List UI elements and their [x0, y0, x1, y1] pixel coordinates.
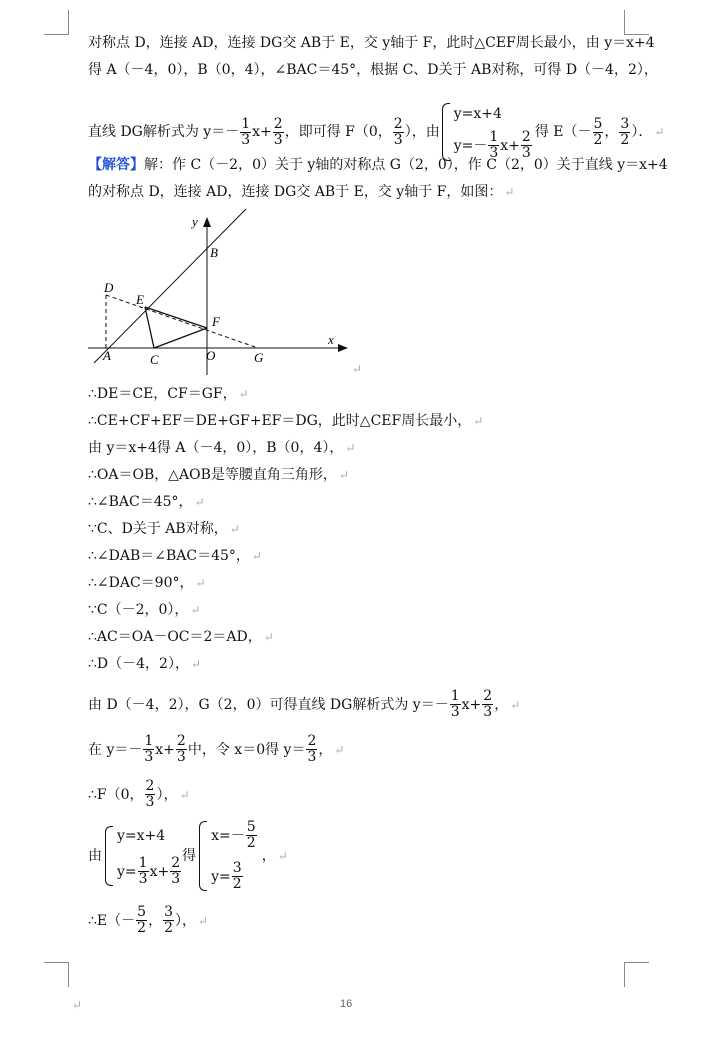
fraction: $\frac{3}{2}$ — [620, 115, 630, 148]
fraction: $\frac{1}{3}$ — [450, 688, 460, 720]
dg-line: 由 D（－4，2），G（2，0）可得直线 DG解析式为 y＝－ $\frac{1}{3}$ x+ $\frac{2}{3}$ ， ↵ — [88, 688, 521, 720]
label-o: O — [206, 348, 216, 363]
label-y: y — [192, 214, 198, 229]
fraction: $\frac{2}{3}$ — [176, 733, 186, 765]
brace — [199, 821, 207, 891]
equation-system: y=x+4 y=－ $\frac{1}{3}$ x+ $\frac{2}{3}$ — [442, 103, 533, 161]
label-f: F — [212, 314, 220, 329]
solution-step: ∵C（－2，0）， ↵ — [88, 602, 201, 618]
fraction: $\frac{2}{3}$ — [273, 115, 283, 148]
fraction: $\frac{5}{2}$ — [593, 115, 603, 148]
page-number: 16 — [340, 998, 353, 1010]
solution-step: ∴DE＝CE，CF＝GF， ↵ — [88, 386, 249, 402]
solution-step: ∴∠DAC＝90°， ↵ — [88, 575, 206, 591]
crop-mark-top-right — [624, 10, 649, 35]
crop-mark-top-left — [44, 10, 69, 35]
label-x: x — [328, 332, 334, 347]
solution-step: ∴∠DAB＝∠BAC＝45°， ↵ — [88, 548, 262, 564]
segment-cf — [154, 328, 207, 348]
fraction: $\frac{1}{3}$ — [241, 115, 251, 148]
fraction: $\frac{2}{3}$ — [393, 115, 403, 148]
bottom-paragraph-mark: ↵ — [72, 998, 83, 1012]
let-line: 在 y＝－ $\frac{1}{3}$ x+ $\frac{2}{3}$ 中，令 x＝0得 y＝ $\frac{2}{3}$ ， ↵ — [88, 733, 345, 765]
geometry-figure — [86, 205, 366, 377]
brace — [442, 103, 450, 161]
label-d: D — [104, 280, 114, 295]
fraction: $\frac{2}{3}$ — [307, 733, 317, 765]
solution-step: 由 y＝x+4得 A（－4，0），B（0，4）， ↵ — [88, 440, 356, 456]
label-b: B — [210, 245, 218, 260]
analysis-line-3: 直线 DG解析式为 y＝－ $\frac{1}{3}$ x+ $\frac{2}{3}$ ，即可得 F（0， $\frac{2}{3}$ ），由 y=x+4 y=－ $\frac{1}{3}$ x+ $\frac{2}{3}$ 得 E（－ $\frac{5}{2}$ ， $\frac{3}{2}$ ）． ↵ — [88, 103, 664, 161]
e-line: ∴E（－ $\frac{5}{2}$ ， $\frac{3}{2}$ ）， ↵ — [88, 904, 209, 936]
solution-line-1: 【解答】解：作 C（－2，0）关于 y轴的对称点 G（2，0），作 C（2，0）关于直线 y＝x+4 — [88, 157, 668, 173]
solution-step: ∴∠BAC＝45°， ↵ — [88, 494, 205, 510]
brace — [105, 826, 113, 886]
fraction: $\frac{2}{3}$ — [483, 688, 493, 720]
label-g: G — [254, 350, 264, 365]
y-axis-arrow — [203, 217, 211, 227]
f-line: ∴F（0， $\frac{2}{3}$ ）， ↵ — [88, 778, 190, 810]
analysis-line-2: 得 A（－4，0），B（0，4），∠BAC＝45°，根据 C、D关于 AB对称，可得 D（－4，2）， — [88, 62, 658, 78]
fraction: $\frac{2}{3}$ — [145, 778, 155, 810]
solution-tag: 【解答】 — [88, 157, 144, 173]
fraction: $\frac{3}{2}$ — [164, 904, 173, 936]
solution-step: ∴CE+CF+EF＝DE+GF+EF＝DG，此时△CEF周长最小， ↵ — [88, 413, 484, 429]
segment-ef — [145, 307, 207, 328]
label-c: C — [150, 352, 159, 367]
system-line: 由 y=x+4 y= $\frac{1}{3}$ x+ $\frac{2}{3}$ 得 x=－ $\frac{5}{2}$ y= $\frac{3}{2}$ ， ↵ — [88, 819, 288, 892]
fraction: $\frac{5}{2}$ — [137, 904, 147, 936]
crop-mark-bottom-left — [44, 962, 69, 987]
label-a: A — [103, 348, 111, 363]
crop-mark-bottom-right — [624, 962, 649, 987]
solution-step: ∴OA＝OB，△AOB是等腰直角三角形， ↵ — [88, 467, 349, 483]
solution-step: ∴D（－4，2）， ↵ — [88, 656, 202, 672]
label-e: E — [136, 292, 144, 307]
solution-line-2: 的对称点 D，连接 AD，连接 DG交 AB于 E，交 y轴于 F，如图： ↵ — [88, 184, 515, 200]
solution-step: ∵C、D关于 AB对称， ↵ — [88, 521, 240, 537]
fraction: $\frac{1}{3}$ — [144, 733, 154, 765]
x-axis-arrow — [338, 344, 348, 352]
segment-dg — [106, 295, 258, 348]
analysis-line-1: 对称点 D，连接 AD，连接 DG交 AB于 E，交 y轴于 F，此时△CEF周长最小，由 y＝x+4 — [88, 35, 655, 51]
solution-step: ∴AC＝OA－OC＝2＝AD， ↵ — [88, 629, 274, 645]
line-ab — [94, 209, 246, 363]
equation-system-left: y=x+4 y= $\frac{1}{3}$ x+ $\frac{2}{3}$ — [105, 825, 182, 887]
segment-ce — [145, 307, 154, 348]
equation-system-right: x=－ $\frac{5}{2}$ y= $\frac{3}{2}$ — [199, 820, 258, 892]
